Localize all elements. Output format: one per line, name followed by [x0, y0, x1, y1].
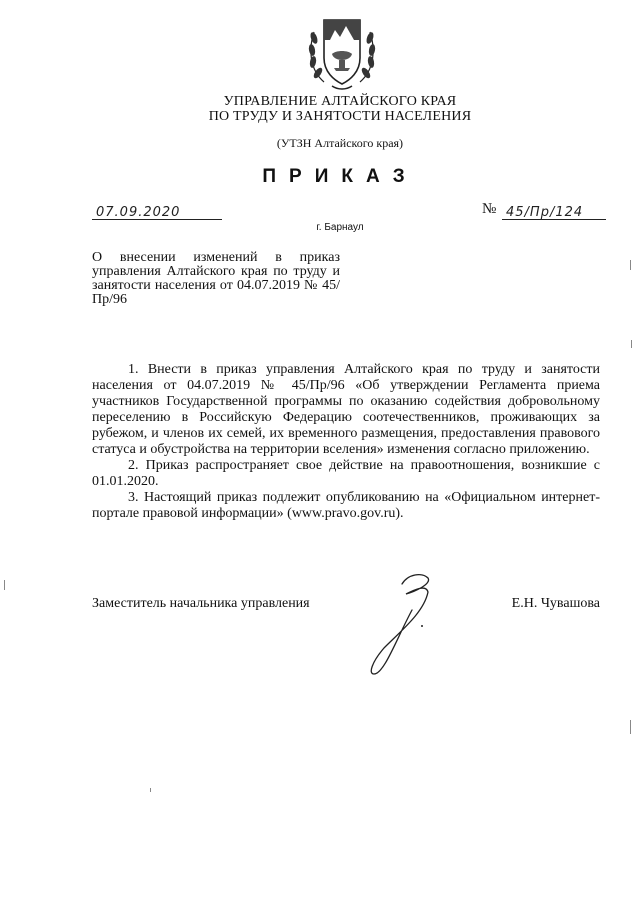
signer-name: Е.Н. Чувашова	[511, 596, 600, 611]
signer-position: Заместитель начальника управления	[92, 596, 310, 611]
number-field	[502, 203, 606, 220]
agency-name-line2: ПО ТРУДУ И ЗАНЯТОСТИ НАСЕЛЕНИЯ	[208, 109, 472, 124]
scan-speck	[150, 788, 151, 792]
scan-speck	[630, 720, 631, 734]
coat-of-arms-emblem	[302, 10, 382, 94]
document-subject: О внесении изменений в приказ управления Алтайского края по труду и занятости населения от 04.07.2019 № 45/Пр/96	[92, 250, 340, 307]
document-body	[92, 362, 600, 522]
agency-abbreviation: (УТЗН Алтайского края)	[276, 136, 404, 150]
body-paragraph-3: 3. Настоящий приказ подлежит опубликованию на «Официальном интернет-портале правовой информации» (www.pravo.gov.ru).	[92, 490, 600, 521]
order-number-value: 45/Пр/124	[506, 205, 584, 220]
scan-speck	[630, 260, 631, 270]
scan-speck	[4, 580, 5, 590]
agency-name	[170, 94, 510, 124]
body-paragraph-2: 2. Приказ распространяет свое действие на правоотношения, возникшие с 01.01.2020.	[92, 458, 600, 489]
date-value: 07.09.2020	[96, 205, 181, 220]
date-field	[92, 203, 222, 220]
agency-name-line1: УПРАВЛЕНИЕ АЛТАЙСКОГО КРАЯ	[223, 94, 457, 109]
scan-speck	[631, 340, 632, 348]
body-paragraph-1: 1. Внести в приказ управления Алтайского края по труду и занятости населения от 04.07.2019 № 45/Пр/96 «Об утверждении Регламента приема участников Государственной программы по оказанию содействия добровольному переселению в Российскую Федерацию соотечественников, проживающих за рубежом, и членов их семей, их временного размещения, предоставления правового статуса и обустройства на территории вселения» изменения согласно приложению.	[92, 362, 600, 457]
handwritten-signature	[362, 570, 446, 678]
city-label: г. Барнаул	[316, 222, 364, 233]
document-title: ПРИКАЗ	[262, 166, 418, 187]
number-sign: №	[482, 201, 497, 217]
